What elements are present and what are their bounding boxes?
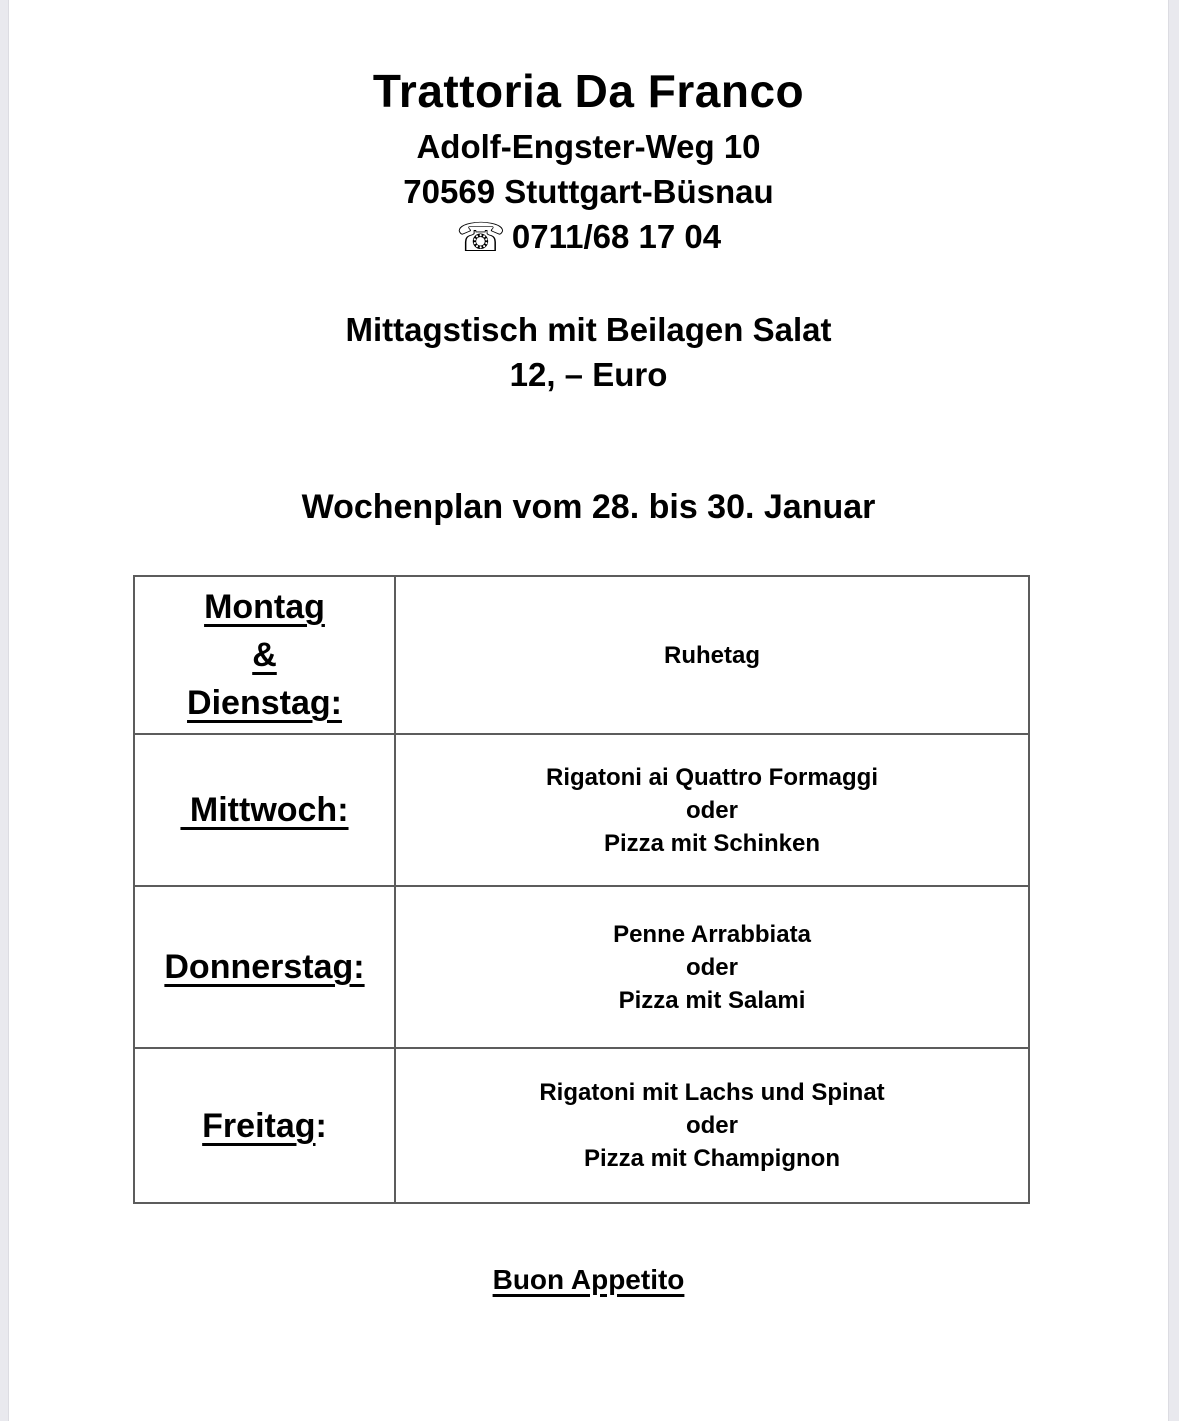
telephone-icon: ☏ [455, 215, 506, 261]
restaurant-name: Trattoria Da Franco [372, 65, 805, 117]
table-row [134, 576, 1029, 734]
dish-or-text: oder [685, 796, 738, 824]
phone-line [9, 214, 1168, 261]
dish-cell-montag-dienstag [395, 576, 1029, 734]
dish-or-text: oder [685, 953, 738, 981]
address-block [9, 124, 1168, 261]
day-label: Dienstag: [187, 684, 342, 722]
day-cell-freitag [134, 1048, 395, 1203]
dish-cell-freitag [395, 1048, 1029, 1203]
week-plan-heading: Wochenplan vom 28. bis 30. Januar [301, 488, 876, 526]
day-label: Freitag [202, 1106, 316, 1145]
phone-number: 0711/68 17 04 [511, 218, 722, 255]
dish-or-text: oder [685, 1112, 738, 1139]
day-label-colon: : [315, 1106, 327, 1145]
lunch-offer-block [9, 307, 1168, 397]
address-street: Adolf-Engster-Weg 10 [416, 128, 761, 165]
day-label: Montag [204, 588, 325, 626]
dish-text: Pizza mit Champignon [583, 1145, 840, 1172]
menu-page [9, 0, 1168, 1421]
address-city: 70569 Stuttgart-Büsnau [403, 173, 774, 210]
footer-greeting: Buon Appetito [492, 1264, 685, 1295]
day-label: Mittwoch: [180, 791, 349, 829]
day-cell-montag-dienstag [134, 576, 395, 734]
dish-text: Rigatoni mit Lachs und Spinat [539, 1079, 885, 1106]
dish-cell-donnerstag [395, 886, 1029, 1048]
dish-text: Rigatoni ai Quattro Formaggi [545, 763, 878, 791]
table-row [134, 734, 1029, 886]
dish-text: Pizza mit Schinken [603, 829, 821, 857]
table-row [134, 1048, 1029, 1203]
lunch-offer-title: Mittagstisch mit Beilagen Salat [345, 311, 832, 348]
day-cell-mittwoch [134, 734, 395, 886]
table-row [134, 886, 1029, 1048]
dish-text: Pizza mit Salami [618, 986, 806, 1014]
day-label: & [252, 636, 277, 674]
dish-text: Ruhetag [664, 641, 760, 669]
day-label: Donnerstag: [164, 948, 365, 986]
dish-cell-mittwoch [395, 734, 1029, 886]
day-cell-donnerstag [134, 886, 395, 1048]
lunch-offer-price: 12, – Euro [509, 356, 668, 393]
weekly-menu-table [133, 575, 1030, 1204]
dish-text: Penne Arrabbiata [613, 920, 811, 948]
